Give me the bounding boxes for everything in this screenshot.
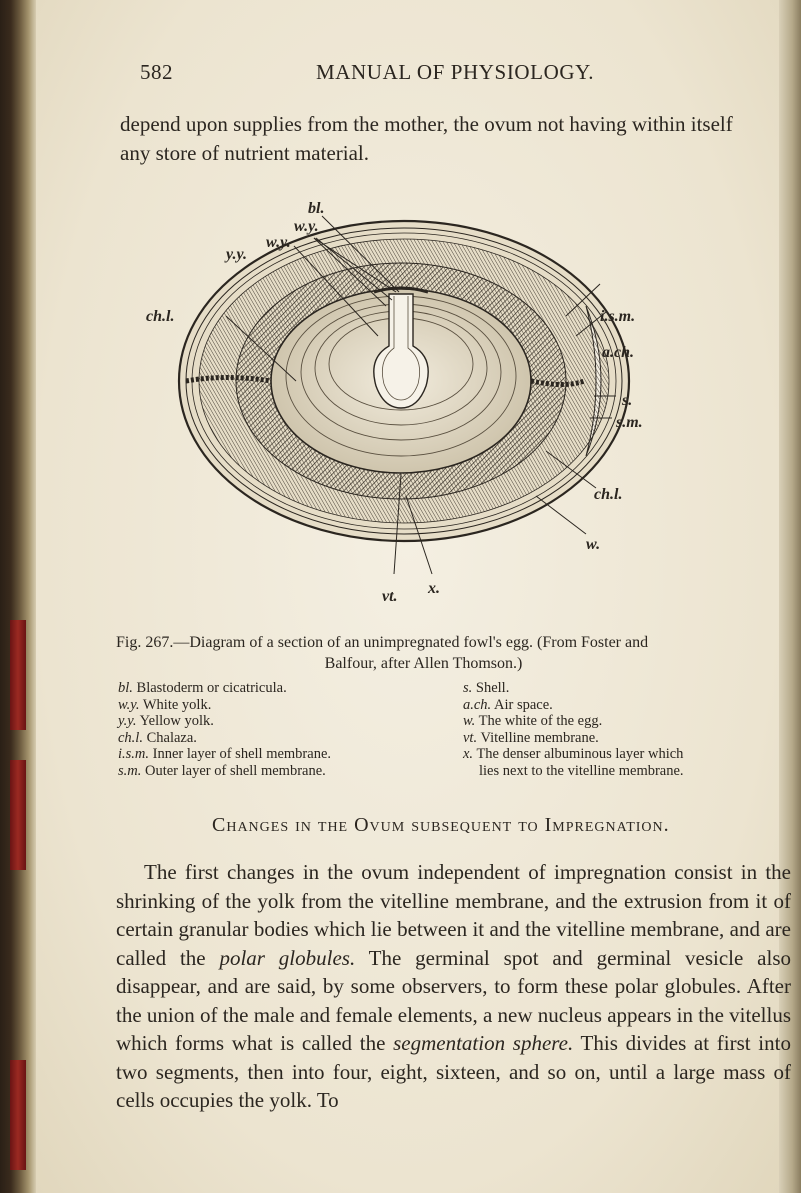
legend-right-column xyxy=(463,680,793,779)
legend-item: s.m. Outer layer of shell membrane. xyxy=(118,762,326,779)
legend-item: y.y. Yellow yolk. xyxy=(118,713,214,729)
label-x: x. xyxy=(428,580,440,597)
legend-item: bl. Blastoderm or cicatricula. xyxy=(118,680,287,696)
label-yy: y.y. xyxy=(226,246,248,263)
legend-item-continuation: lies next to the vitelline membrane. xyxy=(479,762,684,779)
legend-item: w. The white of the egg. xyxy=(463,713,603,729)
legend-item: vt. Vitelline membrane. xyxy=(463,729,599,746)
legend-item: s. Shell. xyxy=(463,680,510,696)
book-page xyxy=(36,0,791,1193)
label-ism: i.s.m. xyxy=(600,308,636,325)
legend-item: a.ch. Air space. xyxy=(463,696,553,713)
caption-line-2: Balfour, after Allen Thomson.) xyxy=(324,655,523,672)
body-paragraph: The first changes in the ovum independent of impregnation consist in the shrinking of the yolk from the vitelline membrane, and the extrusion from it of certain granular bodies which lie between it and the vitelline membrane, and are called the polar globules. The germinal spot and germinal vesicle also disappear, and are said, by some observers, to form these polar globules. After the union of the male and female elements, a new nucleus appears in the vitellus which forms what is called the segmentation sphere. This divides at first into two segments, then into four, eight, sixteen, and so on, until a large mass of cells occupies the yolk. To xyxy=(116,860,791,1112)
legend-item: ch.l. Chalaza. xyxy=(118,729,197,746)
term-segmentation-sphere: segmentation sphere. xyxy=(393,1031,574,1055)
binding-band xyxy=(10,1060,26,1170)
egg-diagram-figure xyxy=(146,196,666,616)
running-title: MANUAL OF PHYSIOLOGY. xyxy=(316,60,595,84)
legend-left-column xyxy=(118,680,418,779)
label-wy-top: w.y. xyxy=(294,218,319,235)
legend-item: i.s.m. Inner layer of shell membrane. xyxy=(118,746,332,762)
legend-item: w.y. White yolk. xyxy=(118,696,212,713)
binding-band xyxy=(10,760,26,870)
label-sm: s.m. xyxy=(616,414,643,431)
label-ach: a.ch. xyxy=(602,344,634,361)
label-w: w. xyxy=(586,536,601,553)
caption-line-1: Fig. 267.—Diagram of a section of an unimpregnated fowl's egg. (From Foster and xyxy=(116,634,649,651)
label-chl-left: ch.l. xyxy=(146,308,175,325)
section-heading: Changes in the Ovum subsequent to Impregnation. xyxy=(212,814,670,836)
label-chl-right: ch.l. xyxy=(594,486,623,503)
label-bl: bl. xyxy=(308,200,325,217)
binding-band xyxy=(10,620,26,730)
book-binding-left xyxy=(0,0,36,1193)
legend-item: x. The denser albuminous layer which xyxy=(463,746,684,762)
label-wy: w.y. xyxy=(266,234,291,251)
label-vt: vt. xyxy=(382,588,398,605)
term-polar-globules: polar globules. xyxy=(219,945,356,970)
figure-caption xyxy=(116,632,771,674)
label-s: s. xyxy=(622,392,633,409)
page-number: 582 xyxy=(140,60,173,84)
intro-paragraph: depend upon supplies from the mother, the ovum not having within itself any store of nutrient material. xyxy=(120,112,733,165)
